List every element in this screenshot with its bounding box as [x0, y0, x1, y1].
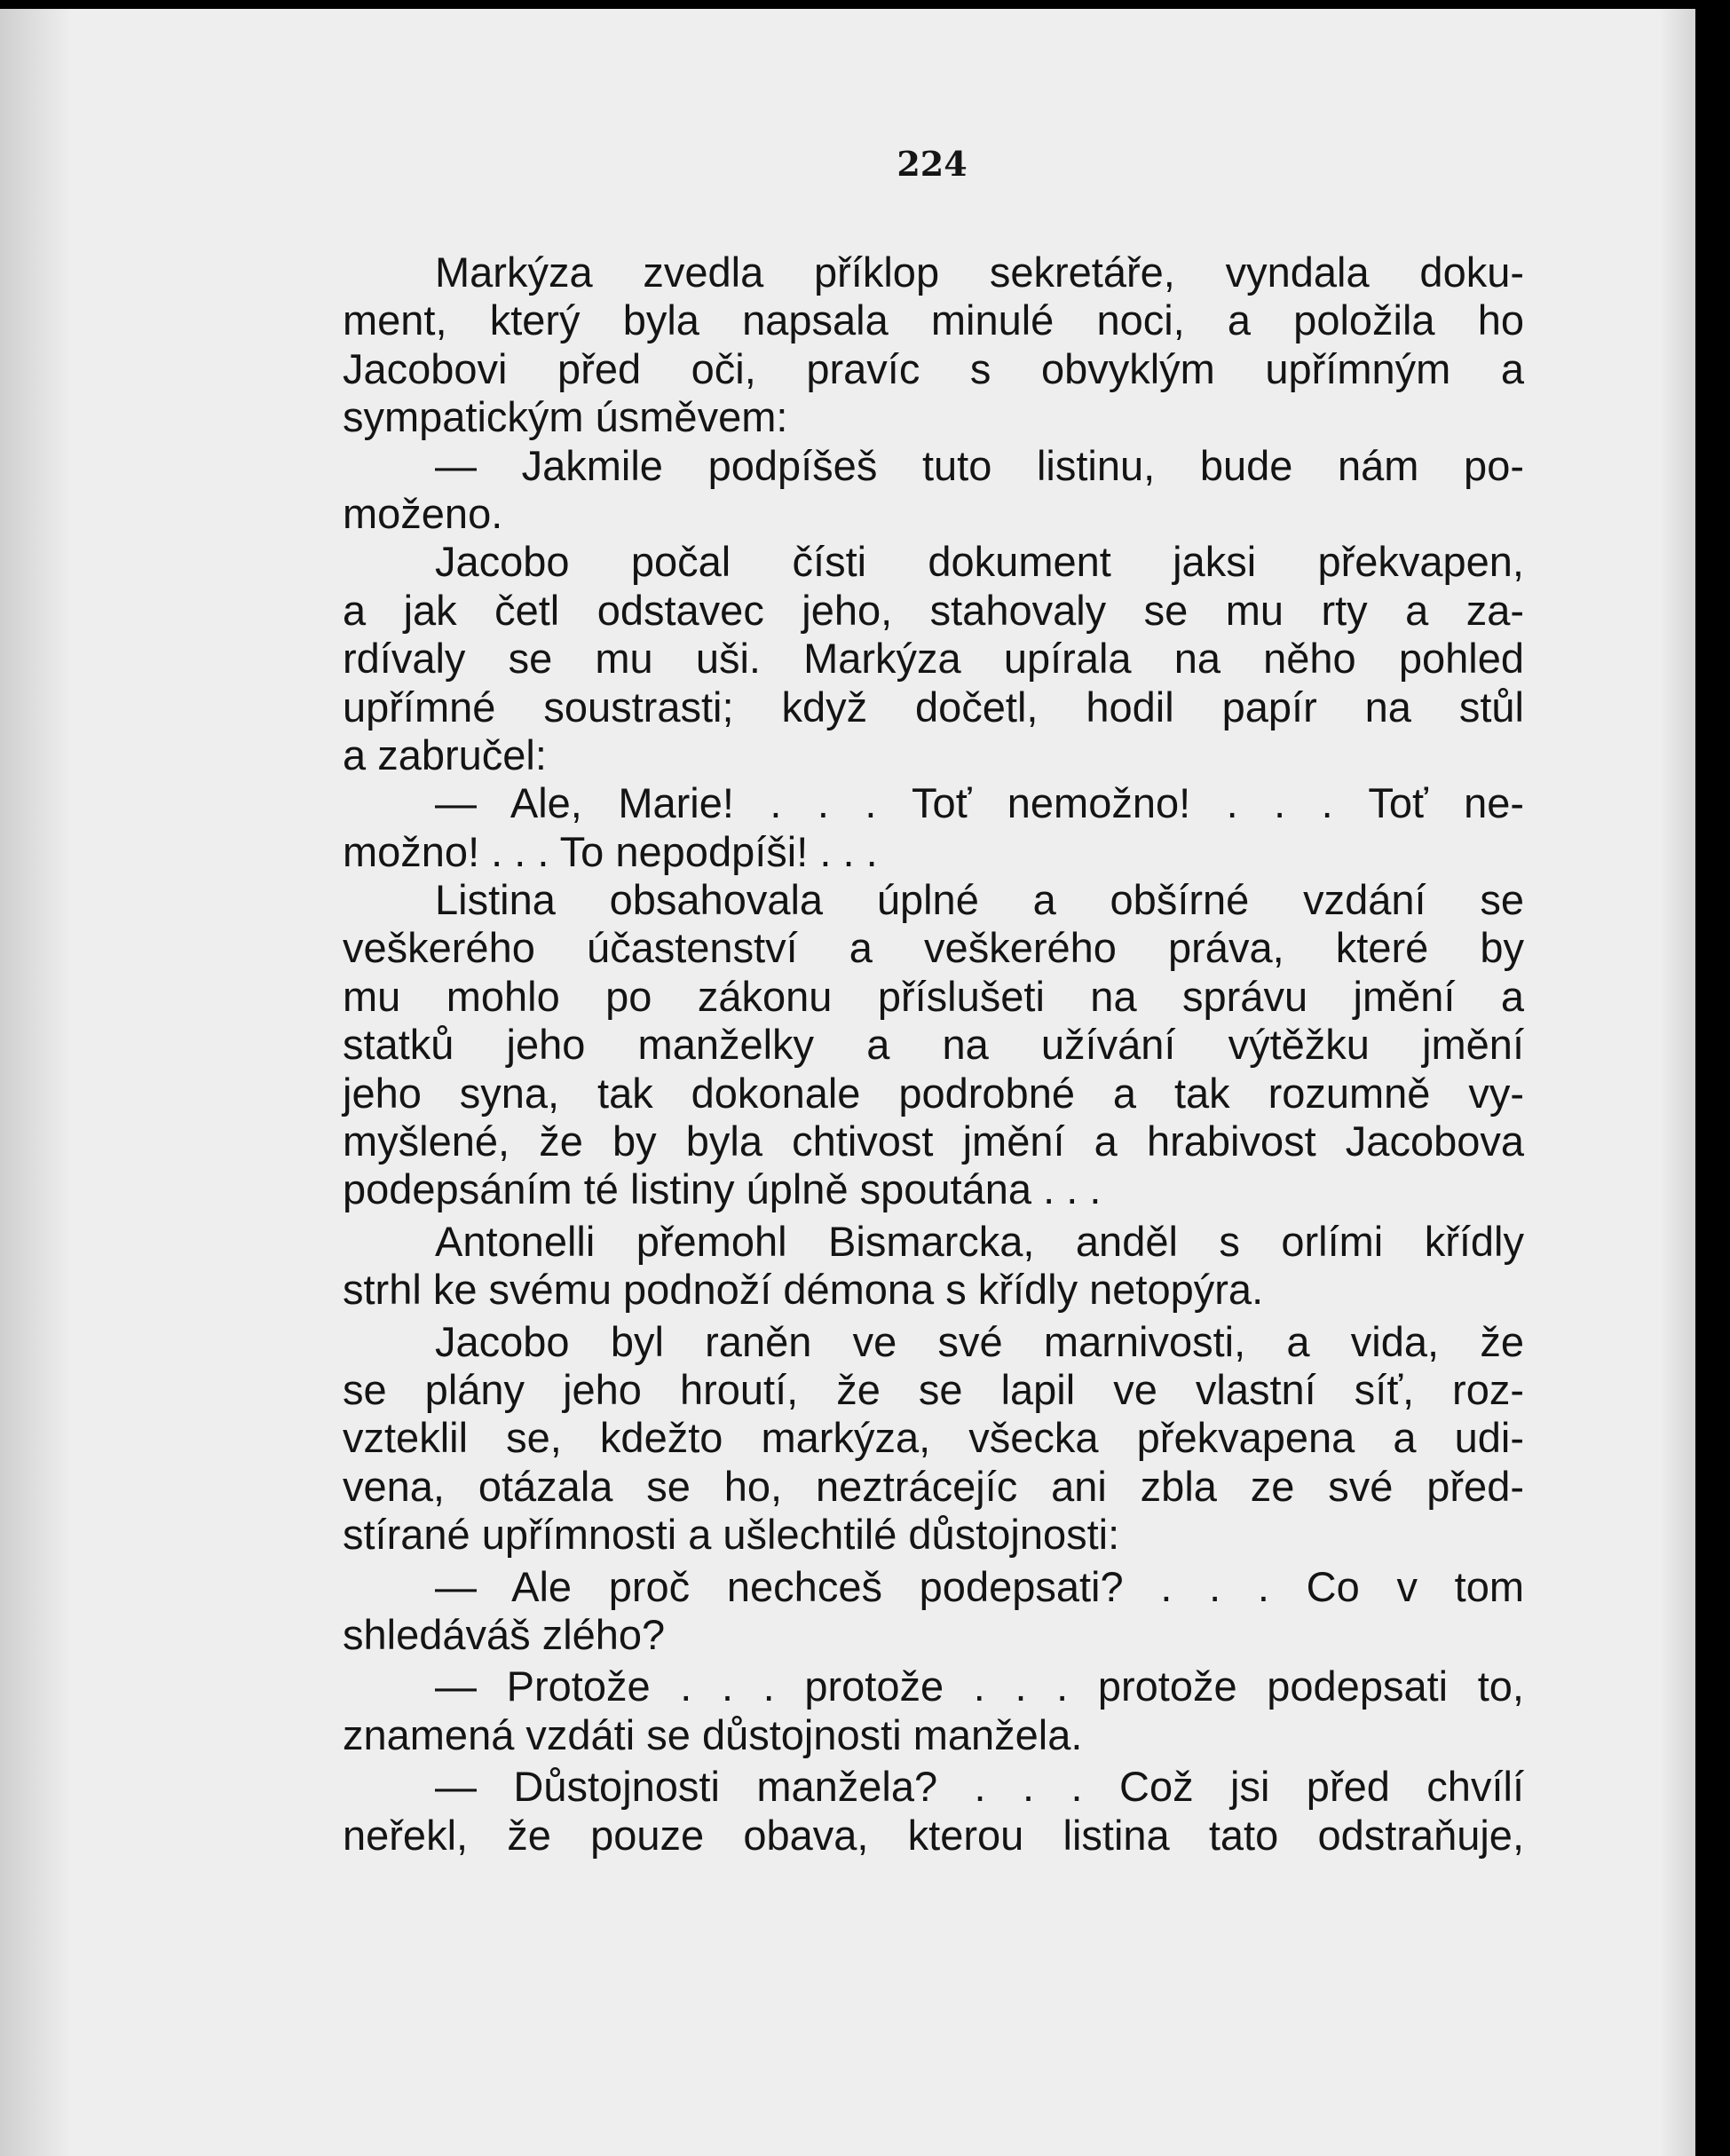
binding-shadow — [0, 9, 71, 2156]
text-line: sympatickým úsměvem: — [343, 393, 788, 441]
text-line: myšlené, že by byla chtivost jmění a hrabivost Jacobova — [343, 1117, 1524, 1165]
text-line: ment, který byla napsala minulé noci, a položila ho — [343, 296, 1524, 344]
body-text — [343, 249, 1524, 1860]
text-line: — Protože . . . protože . . . protože podepsati to, — [435, 1662, 1524, 1710]
text-line: — Ale proč nechceš podepsati? . . . Co v tom — [435, 1562, 1524, 1610]
page-number: 224 — [897, 144, 968, 184]
text-line: — Jakmile podpíšeš tuto listinu, bude nám po- — [435, 441, 1524, 489]
text-line: mu mohlo po zákonu příslušeti na správu jmění a — [343, 972, 1524, 1020]
text-line: vzteklil se, kdežto markýza, všecka překvapena a udi- — [343, 1414, 1524, 1462]
text-line: veškerého účastenství a veškerého práva, které by — [343, 924, 1524, 972]
text-line: a jak četl odstavec jeho, stahovaly se mu rty a za- — [343, 586, 1524, 634]
text-line: stírané upřímnosti a ušlechtilé důstojnosti: — [343, 1511, 1120, 1559]
text-line: Jacobo počal čísti dokument jaksi překvapen, — [435, 538, 1524, 586]
text-line: Markýza zvedla příklop sekretáře, vyndala doku- — [435, 249, 1524, 296]
text-line: znamená vzdáti se důstojnosti manžela. — [343, 1710, 1083, 1758]
text-line: moženo. — [343, 489, 503, 537]
book-page — [0, 9, 1695, 2156]
text-line: Antonelli přemohl Bismarcka, anděl s orlími křídly — [435, 1217, 1524, 1265]
page-edge — [1660, 9, 1695, 2156]
text-line: podepsáním té listiny úplně spoutána . . . — [343, 1165, 1102, 1213]
text-line: Jacobovi před oči, pravíc s obvyklým upřímným a — [343, 344, 1524, 392]
text-line: — Ale, Marie! . . . Toť nemožno! . . . Toť ne- — [435, 779, 1524, 827]
text-line: rdívaly se mu uši. Markýza upírala na něho pohled — [343, 635, 1524, 683]
text-line: a zabručel: — [343, 731, 547, 778]
text-line: — Důstojnosti manžela? . . . Což jsi před chvílí — [435, 1763, 1524, 1811]
text-line: se plány jeho hroutí, že se lapil ve vlastní síť, roz- — [343, 1365, 1524, 1413]
text-line: neřekl, že pouze obava, kterou listina tato odstraňuje, — [343, 1811, 1524, 1859]
text-line: Jacobo byl raněn ve své marnivosti, a vida, že — [435, 1317, 1524, 1365]
text-line: jeho syna, tak dokonale podrobné a tak rozumně vy- — [343, 1069, 1524, 1117]
text-line: možno! . . . To nepodpíši! . . . — [343, 827, 878, 875]
text-line: Listina obsahovala úplné a obšírné vzdání se — [435, 876, 1524, 924]
text-line: shledáváš zlého? — [343, 1610, 666, 1658]
text-line: upřímné soustrasti; když dočetl, hodil papír na stůl — [343, 683, 1524, 731]
text-line: statků jeho manželky a na užívání výtěžku jmění — [343, 1021, 1524, 1069]
text-line: strhl ke svému podnoží démona s křídly netopýra. — [343, 1266, 1264, 1314]
text-line: vena, otázala se ho, neztrácejíc ani zbla ze své před- — [343, 1462, 1524, 1510]
